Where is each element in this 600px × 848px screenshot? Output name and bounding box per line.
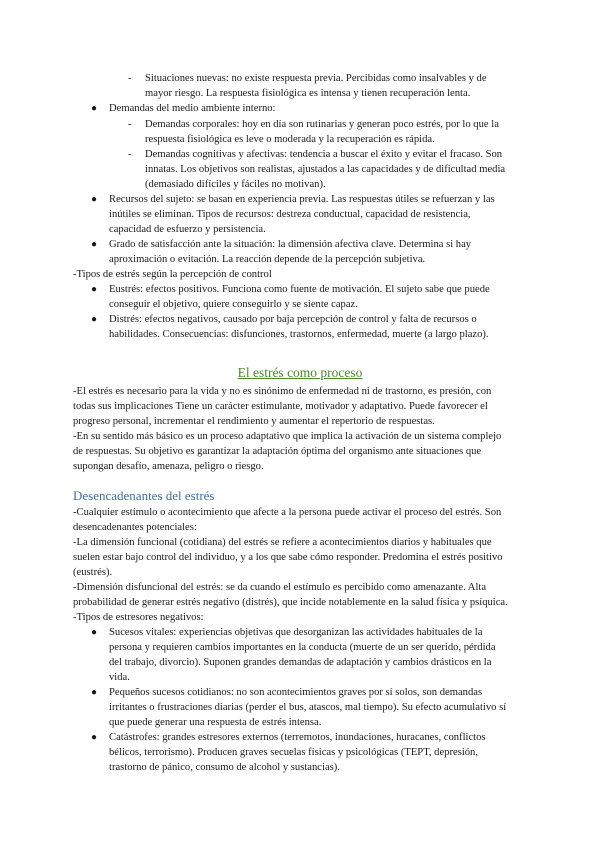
text-line: Distrés: efectos negativos, causado por baja percepción de control y falta de recursos o	[109, 314, 477, 325]
text-line: -Dimensión disfuncional del estrés: se da cuando el estímulo es percibido como amenazante. Alta	[73, 582, 487, 593]
bullet-icon: ●	[91, 194, 98, 205]
text-line: persona y requieren cambios importantes en la conducta (muerte de un ser querido, pérdida	[109, 642, 496, 653]
bullet-icon: ●	[91, 687, 98, 698]
text-line: todas sus implicaciones Tiene un carácter estimulante, motivador y adaptativo. Puede favorecer el	[73, 401, 488, 412]
text-line: de respuestas. Su objetivo es garantizar la adaptación óptima del organismo ante situaciones que	[73, 446, 482, 457]
text-line: bélicos, terrorismo). Producen graves secuelas físicas y psicológicas (TEPT, depresión,	[109, 747, 479, 758]
text-line: Demandas corporales: hoy en día son rutinarias y generan poco estrés, por lo que la	[145, 119, 499, 130]
text-line: (eustrés).	[73, 567, 113, 578]
text-line: Catástrofes: grandes estresores externos (terremotos, inundaciones, huracanes, conflictos	[109, 732, 486, 743]
bullet-icon: ●	[91, 103, 98, 114]
text-line: -En su sentido más básico es un proceso adaptativo que implica la activación de un sistema complejo	[73, 431, 502, 442]
text-line: mayor riesgo. La respuesta fisiológica es intensa y tienen recuperación lenta.	[145, 88, 471, 99]
text-line: capacidad de esfuerzo y persistencia.	[109, 224, 266, 235]
text-line: -Tipos de estresores negativos:	[73, 612, 204, 623]
bullet-icon: ●	[91, 239, 98, 250]
dash-marker: -	[128, 119, 132, 130]
text-line: irritantes o frustraciones diarias (perder el bus, atascos, mal tiempo). Su efecto acumulativo sí	[109, 702, 507, 713]
text-line: conseguir el objetivo, quiere conseguirlo y se siente capaz.	[109, 299, 358, 310]
bullet-icon: ●	[91, 314, 98, 325]
text-line: desencadenantes potenciales:	[73, 522, 197, 533]
bullet-icon: ●	[91, 732, 98, 743]
text-line: aproximación o evitación. La reacción depende de la percepción subjetiva.	[109, 254, 426, 265]
text-line: Situaciones nuevas: no existe respuesta previa. Percibidas como insalvables y de	[145, 73, 487, 84]
text-line: -La dimensión funcional (cotidiana) del estrés se refiere a acontecimientos diarios y habituales que	[73, 537, 492, 548]
dash-marker: -	[128, 149, 132, 160]
text-line: Grado de satisfacción ante la situación: la dimensión afectiva clave. Determina si hay	[109, 239, 472, 250]
text-line: -El estrés es necesario para la vida y no es sinónimo de enfermedad ni de trastorno, es presión, con	[73, 386, 492, 397]
text-line: suelen estar bajo control del individuo, y a los que sabe cómo responder. Predomina el estrés positivo	[73, 552, 503, 563]
text-line: innatas. Los objetivos son realistas, ajustados a las capacidades y de dificultad media	[145, 164, 506, 175]
bullet-icon: ●	[91, 627, 98, 638]
text-line: (demasiado difíciles y fáciles no motivan).	[145, 179, 326, 190]
text-line: del trabajo, divorcio). Suponen grandes demandas de adaptación y cambios drásticos en la	[109, 657, 492, 668]
text-line: vida.	[109, 672, 130, 683]
text-line: Pequeños sucesos cotidianos: no son acontecimientos graves por sí solos, son demandas	[109, 687, 483, 698]
text-line: inútiles se eliminan. Tipos de recursos: destreza conductual, capacidad de resistencia,	[109, 209, 471, 220]
text-line: -Cualquier estímulo o acontecimiento que afecte a la persona puede activar el proceso del estrés. Son	[73, 507, 502, 518]
text-line: Demandas del medio ambiente interno:	[109, 103, 276, 114]
text-line: supongan desafío, amenaza, peligro o riesgo.	[73, 461, 264, 472]
text-line: -Tipos de estrés según la percepción de control	[73, 269, 272, 280]
dash-marker: -	[128, 73, 132, 84]
section-title: El estrés como proceso	[237, 365, 363, 380]
text-line: Sucesos vitales: experiencias objetivas que desorganizan las actividades habituales de la	[109, 627, 483, 638]
text-line: que puede generar una respuesta de estrés intensa.	[109, 717, 322, 728]
subsection-title: Desencadenantes del estrés	[73, 488, 215, 503]
text-line: trastorno de pánico, consumo de alcohol y sustancias).	[109, 762, 340, 773]
text-line: respuesta fisiológica es leve o moderada y la recuperación es rápida.	[145, 134, 435, 145]
text-line: probabilidad de generar estrés negativo (distrés), que incide notablemente en la salud física y psíquica.	[73, 597, 508, 608]
text-line: habilidades. Consecuencias: disfunciones, trastornos, enfermedad, muerte (a largo plazo).	[109, 329, 489, 340]
text-line: Demandas cognitivas y afectivas: tendencia a buscar el éxito y evitar el fracaso. Son	[145, 149, 503, 160]
bullet-icon: ●	[91, 284, 98, 295]
text-line: Eustrés: efectos positivos. Funciona como fuente de motivación. El sujeto sabe que puede	[109, 284, 490, 295]
text-line: progreso personal, incrementar el rendimiento y aumentar el repertorio de respuestas.	[73, 416, 435, 427]
text-line: Recursos del sujeto: se basan en experiencia previa. Las respuestas útiles se refuerzan y las	[109, 194, 495, 205]
